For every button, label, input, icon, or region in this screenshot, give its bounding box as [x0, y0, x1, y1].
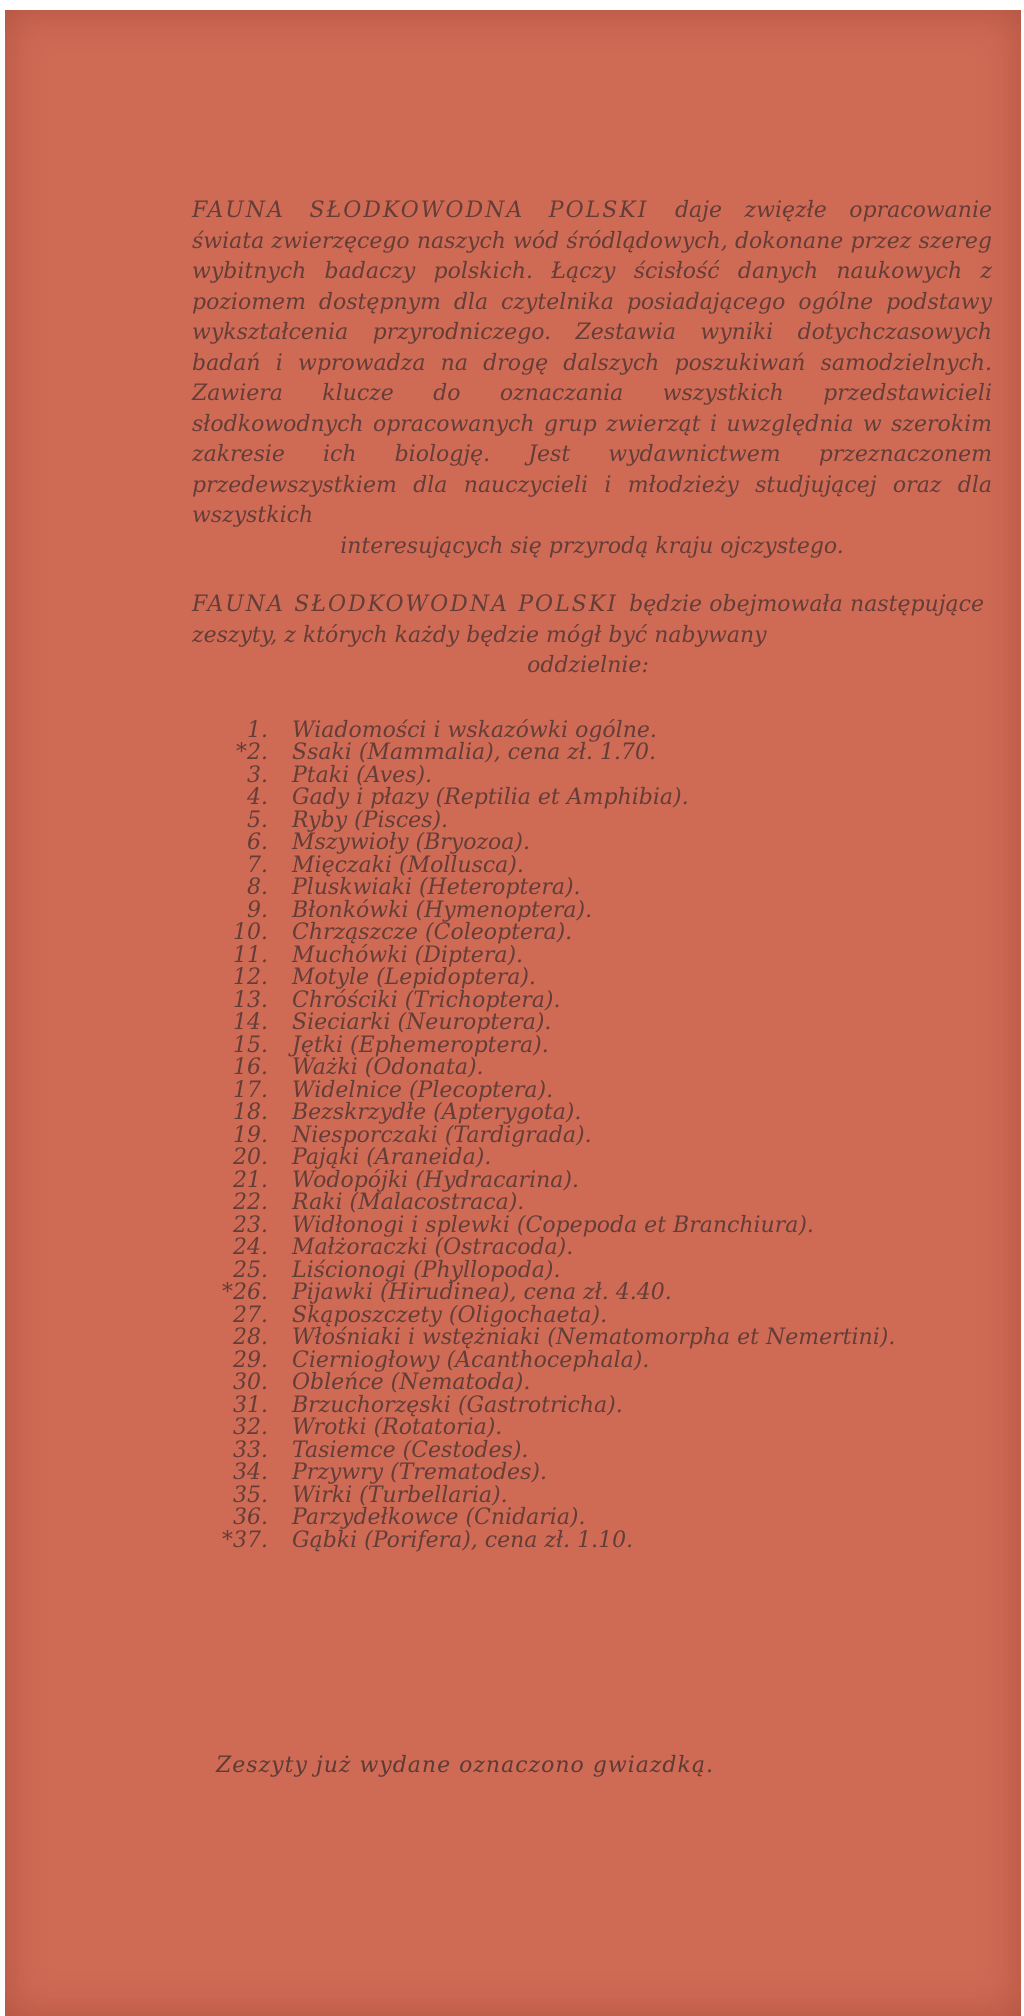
list-item [192, 1482, 992, 1508]
series-note-title: FAUNA SŁODKOWODNA POLSKI [192, 592, 618, 617]
volume-title: Jętki (Ephemeroptera). [292, 1032, 549, 1058]
list-item [192, 1257, 992, 1283]
list-item [192, 1372, 992, 1395]
volume-number: 1. [247, 717, 268, 743]
volume-number: 25. [233, 1257, 268, 1283]
volume-title: Pająki (Araneida). [292, 1145, 492, 1170]
volume-title: Ssaki (Mammalia), cena zł. 1.70. [292, 740, 656, 765]
volume-number: 7. [247, 852, 268, 878]
list-item [192, 1392, 992, 1418]
volume-title: Liścionogi (Phyllopoda). [292, 1257, 561, 1283]
volume-title: Sieciarki (Neuroptera). [292, 1010, 552, 1035]
list-item [192, 762, 992, 788]
volume-title: Małżoraczki (Ostracoda). [292, 1235, 574, 1260]
volume-title: Wiadomości i wskazówki ogólne. [292, 717, 657, 743]
volume-title: Ważki (Odonata). [292, 1055, 484, 1080]
list-item [192, 942, 992, 968]
volume-title: Widłonogi i splewki (Copepoda et Branchiura). [292, 1212, 814, 1238]
volume-number: 32. [233, 1415, 268, 1440]
volume-number: 6. [247, 830, 268, 855]
volume-number: 24. [233, 1235, 268, 1260]
volume-number: *2. [236, 740, 268, 765]
list-item [192, 967, 992, 990]
list-item [192, 1122, 992, 1148]
list-item [192, 1102, 992, 1125]
volume-title: Przywry (Trematodes). [292, 1460, 547, 1485]
volume-number: 4. [247, 785, 268, 810]
list-item [192, 852, 992, 878]
list-item [192, 1507, 992, 1530]
volume-title: Obleńce (Nematoda). [292, 1370, 531, 1395]
volume-title: Błonkówki (Hymenoptera). [292, 897, 593, 923]
list-item [192, 832, 992, 855]
list-item [192, 787, 992, 810]
intro-body: daje zwięzłe opracowanie świata zwierzęcego naszych wód śródlądowych, dokonane przez szereg wybitnych badaczy polskich. Łączy ścisłość danych naukowych z poziomem dostępnym dla czytelnika posiadającego ogólne podstawy wykształcenia przyrodniczego. Zestawia wyniki dotychczasowych badań i wprowadza na drogę dalszych poszukiwań samodzielnych. Zawiera klucze do oznaczania wszystkich przedstawicieli słodkowodnych opracowanych grup zwierząt i uwzględnia w szerokim zakresie ich biologję. Jest wydawnictwem przeznaczonem przedewszystkiem dla nauczycieli i młodzieży studjującej oraz dla wszystkich [192, 198, 993, 528]
list-item [192, 1417, 992, 1440]
volume-number: 19. [233, 1122, 268, 1148]
volume-number: 8. [247, 875, 268, 900]
volume-title: Pijawki (Hirudinea), cena zł. 4.40. [292, 1280, 672, 1305]
volume-number: 18. [233, 1100, 268, 1125]
volume-title: Ryby (Pisces). [292, 807, 449, 833]
volume-number: 33. [233, 1437, 268, 1463]
volume-number: 35. [233, 1482, 268, 1508]
volume-number: 36. [233, 1505, 268, 1530]
volume-title: Mięczaki (Mollusca). [292, 852, 524, 878]
volume-title: Widelnice (Plecoptera). [292, 1077, 554, 1103]
volume-title: Ptaki (Aves). [292, 762, 433, 788]
volume-number: 15. [233, 1032, 268, 1058]
volume-number: 16. [233, 1055, 268, 1080]
series-note-last-line: oddzielnie: [527, 653, 649, 678]
volume-title: Muchówki (Diptera). [292, 942, 524, 968]
volume-title: Gąbki (Porifera), cena zł. 1.10. [292, 1527, 634, 1553]
footer-note: Zeszyty już wydane oznaczono gwiazdką. [216, 1753, 714, 1778]
list-item [192, 922, 992, 945]
volume-number: 10. [233, 920, 268, 945]
volume-number: 11. [233, 942, 268, 968]
volume-title: Raki (Malacostraca). [292, 1190, 525, 1215]
list-item [192, 1327, 992, 1350]
list-item [192, 1212, 992, 1238]
list-item [192, 877, 992, 900]
list-item [192, 742, 992, 765]
intro-paragraph [192, 196, 992, 562]
list-item [192, 1527, 992, 1553]
volume-number: 28. [233, 1325, 268, 1350]
list-item [192, 1237, 992, 1260]
volume-title: Chróściki (Trichoptera). [292, 987, 561, 1013]
volume-number: 12. [233, 965, 268, 990]
list-item [192, 1057, 992, 1080]
volume-list [192, 717, 992, 1553]
volume-number: 9. [247, 897, 268, 923]
intro-last-line: interesujących się przyrodą kraju ojczystego. [340, 533, 844, 559]
volume-title: Cierniogłowy (Acanthocephala). [292, 1347, 650, 1373]
volume-number: 23. [233, 1212, 268, 1238]
list-item [192, 1347, 992, 1373]
volume-number: 20. [233, 1145, 268, 1170]
volume-number: 21. [233, 1167, 268, 1193]
volume-title: Pluskwiaki (Heteroptera). [292, 875, 581, 900]
list-item [192, 1077, 992, 1103]
volume-title: Parzydełkowce (Cnidaria). [292, 1505, 586, 1530]
volume-title: Chrząszcze (Coleoptera). [292, 920, 573, 945]
volume-number: 17. [233, 1077, 268, 1103]
list-item [192, 717, 992, 743]
volume-title: Wodopójki (Hydracarina). [292, 1167, 579, 1193]
list-item [192, 1167, 992, 1193]
volume-title: Włośniaki i wstężniaki (Nematomorpha et Nemertini). [292, 1325, 896, 1350]
list-item [192, 1192, 992, 1215]
list-item [192, 1282, 992, 1305]
list-item [192, 1147, 992, 1170]
list-item [192, 1012, 992, 1035]
volume-title: Tasiemce (Cestodes). [292, 1437, 529, 1463]
volume-title: Motyle (Lepidoptera). [292, 965, 536, 990]
list-item [192, 807, 992, 833]
volume-number: 14. [233, 1010, 268, 1035]
volume-number: 5. [247, 807, 268, 833]
volume-number: 34. [233, 1460, 268, 1485]
series-note-body: będzie obejmowała następujące zeszyty, z których każdy będzie mógł być nabywany [192, 592, 984, 648]
list-item [192, 1437, 992, 1463]
volume-title: Niesporczaki (Tardigrada). [292, 1122, 592, 1148]
cover-text [192, 196, 992, 1552]
volume-number: 22. [233, 1190, 268, 1215]
volume-number: 27. [233, 1302, 268, 1328]
volume-title: Mszywioły (Bryozoa). [292, 830, 530, 855]
volume-number: 29. [233, 1347, 268, 1373]
volume-number: 31. [233, 1392, 268, 1418]
list-item [192, 987, 992, 1013]
volume-number: 3. [247, 762, 268, 788]
series-note-paragraph [192, 590, 984, 682]
volume-number: 13. [233, 987, 268, 1013]
volume-title: Wrotki (Rotatoria). [292, 1415, 503, 1440]
intro-series-title: FAUNA SŁODKOWODNA POLSKI [192, 198, 649, 223]
volume-title: Wirki (Turbellaria). [292, 1482, 508, 1508]
volume-title: Brzuchorzęski (Gastrotricha). [292, 1392, 623, 1418]
volume-number: 30. [233, 1370, 268, 1395]
list-item [192, 1462, 992, 1485]
volume-title: Bezskrzydłe (Apterygota). [292, 1100, 582, 1125]
volume-title: Gady i płazy (Reptilia et Amphibia). [292, 785, 689, 810]
list-item [192, 897, 992, 923]
list-item [192, 1302, 992, 1328]
volume-number: *37. [222, 1527, 268, 1553]
list-item [192, 1032, 992, 1058]
volume-title: Skąposzczety (Oligochaeta). [292, 1302, 608, 1328]
volume-number: *26. [222, 1280, 268, 1305]
